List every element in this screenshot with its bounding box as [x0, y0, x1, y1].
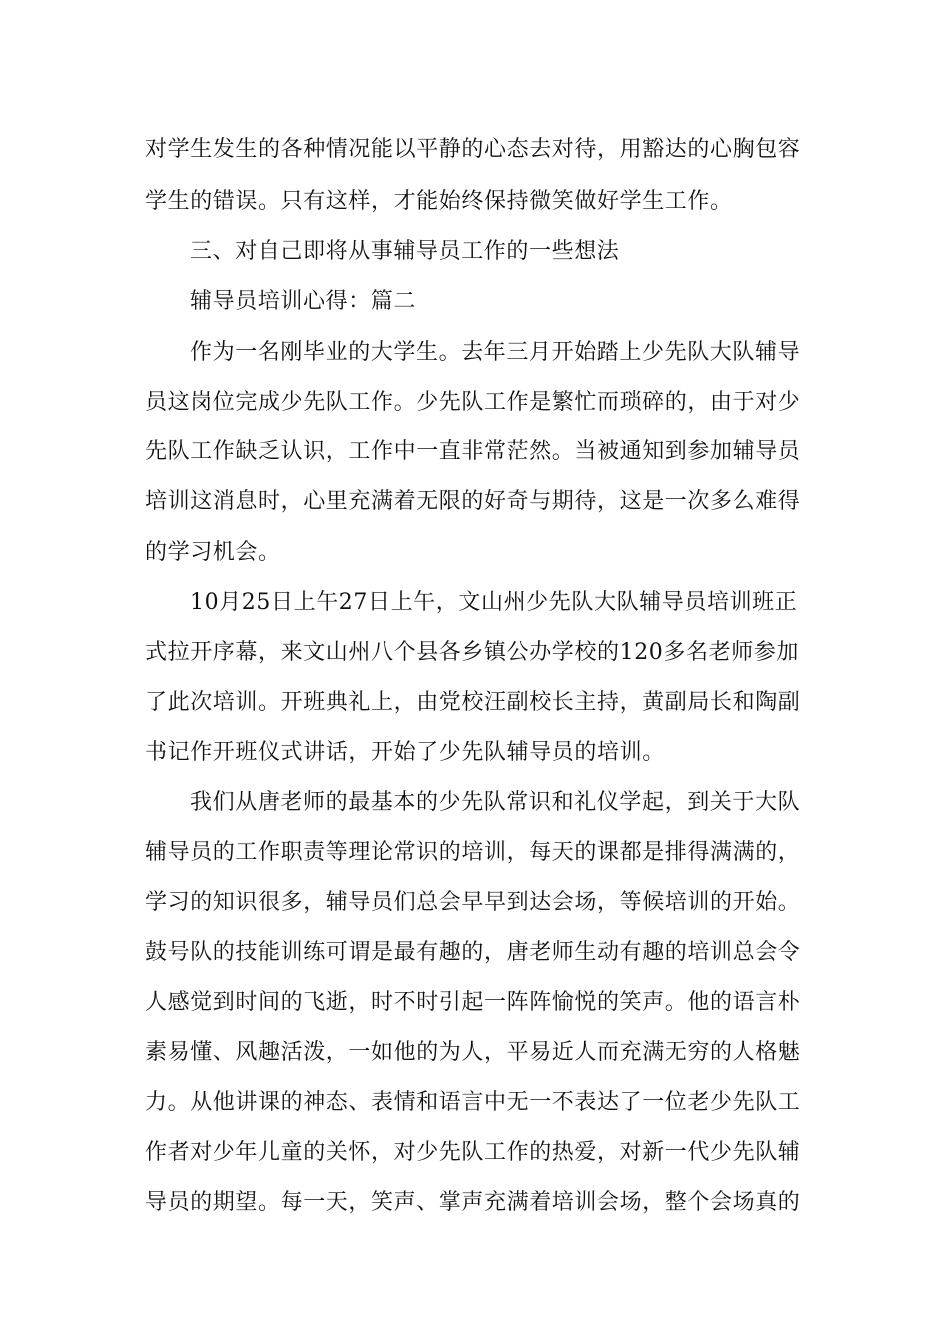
- text-line: 了此次培训。开班典礼上，由党校汪副校长主持，黄副局长和陶副: [145, 690, 801, 715]
- text-line: 对学生发生的各种情况能以平静的心态去对待，用豁达的心胸包容: [145, 137, 801, 162]
- text-line: 员这岗位完成少先队工作。少先队工作是繁忙而琐碎的，由于对少: [145, 390, 801, 415]
- text-line: 辅导员的工作职责等理论常识的培训，每天的课都是排得满满的，: [145, 840, 801, 865]
- text-line: 先队工作缺乏认识，工作中一直非常茫然。当被通知到参加辅导员: [145, 439, 801, 464]
- text-line: 学生的错误。只有这样，才能始终保持微笑做好学生工作。: [145, 189, 733, 214]
- text-line: 学习的知识很多，辅导员们总会早早到达会场，等候培训的开始。: [145, 890, 801, 915]
- text-line: 导员的期望。每一天，笑声、掌声充满着培训会场，整个会场真的: [145, 1190, 801, 1215]
- text-line: 的学习机会。: [145, 540, 281, 565]
- text-line: 书记作开班仪式讲话，开始了少先队辅导员的培训。: [145, 740, 665, 765]
- text-line: 我们从唐老师的最基本的少先队常识和礼仪学起，到关于大队: [190, 790, 801, 815]
- text-line: 10月25日上午27日上午，文山州少先队大队辅导员培训班正: [190, 590, 798, 615]
- text-line: 力。从他讲课的神态、表情和语言中无一不表达了一位老少先队工: [145, 1090, 801, 1115]
- text-line: 作者对少年儿童的关怀，对少先队工作的热爱，对新一代少先队辅: [145, 1140, 801, 1165]
- section-heading: 三、对自己即将从事辅导员工作的一些想法: [190, 239, 620, 264]
- text-line: 培训这消息时，心里充满着无限的好奇与期待，这是一次多么难得: [145, 489, 801, 514]
- text-line: 人感觉到时间的飞逝，时不时引起一阵阵愉悦的笑声。他的语言朴: [145, 990, 801, 1015]
- text-line: 鼓号队的技能训练可谓是最有趣的，唐老师生动有趣的培训总会令: [145, 940, 801, 965]
- article-title: 辅导员培训心得：篇二: [190, 289, 417, 314]
- text-line: 作为一名刚毕业的大学生。去年三月开始踏上少先队大队辅导: [190, 340, 801, 365]
- text-line: 式拉开序幕，来文山州八个县各乡镇公办学校的120多名老师参加: [145, 640, 799, 665]
- text-line: 素易懂、风趣活泼，一如他的为人，平易近人而充满无穷的人格魅: [145, 1040, 801, 1065]
